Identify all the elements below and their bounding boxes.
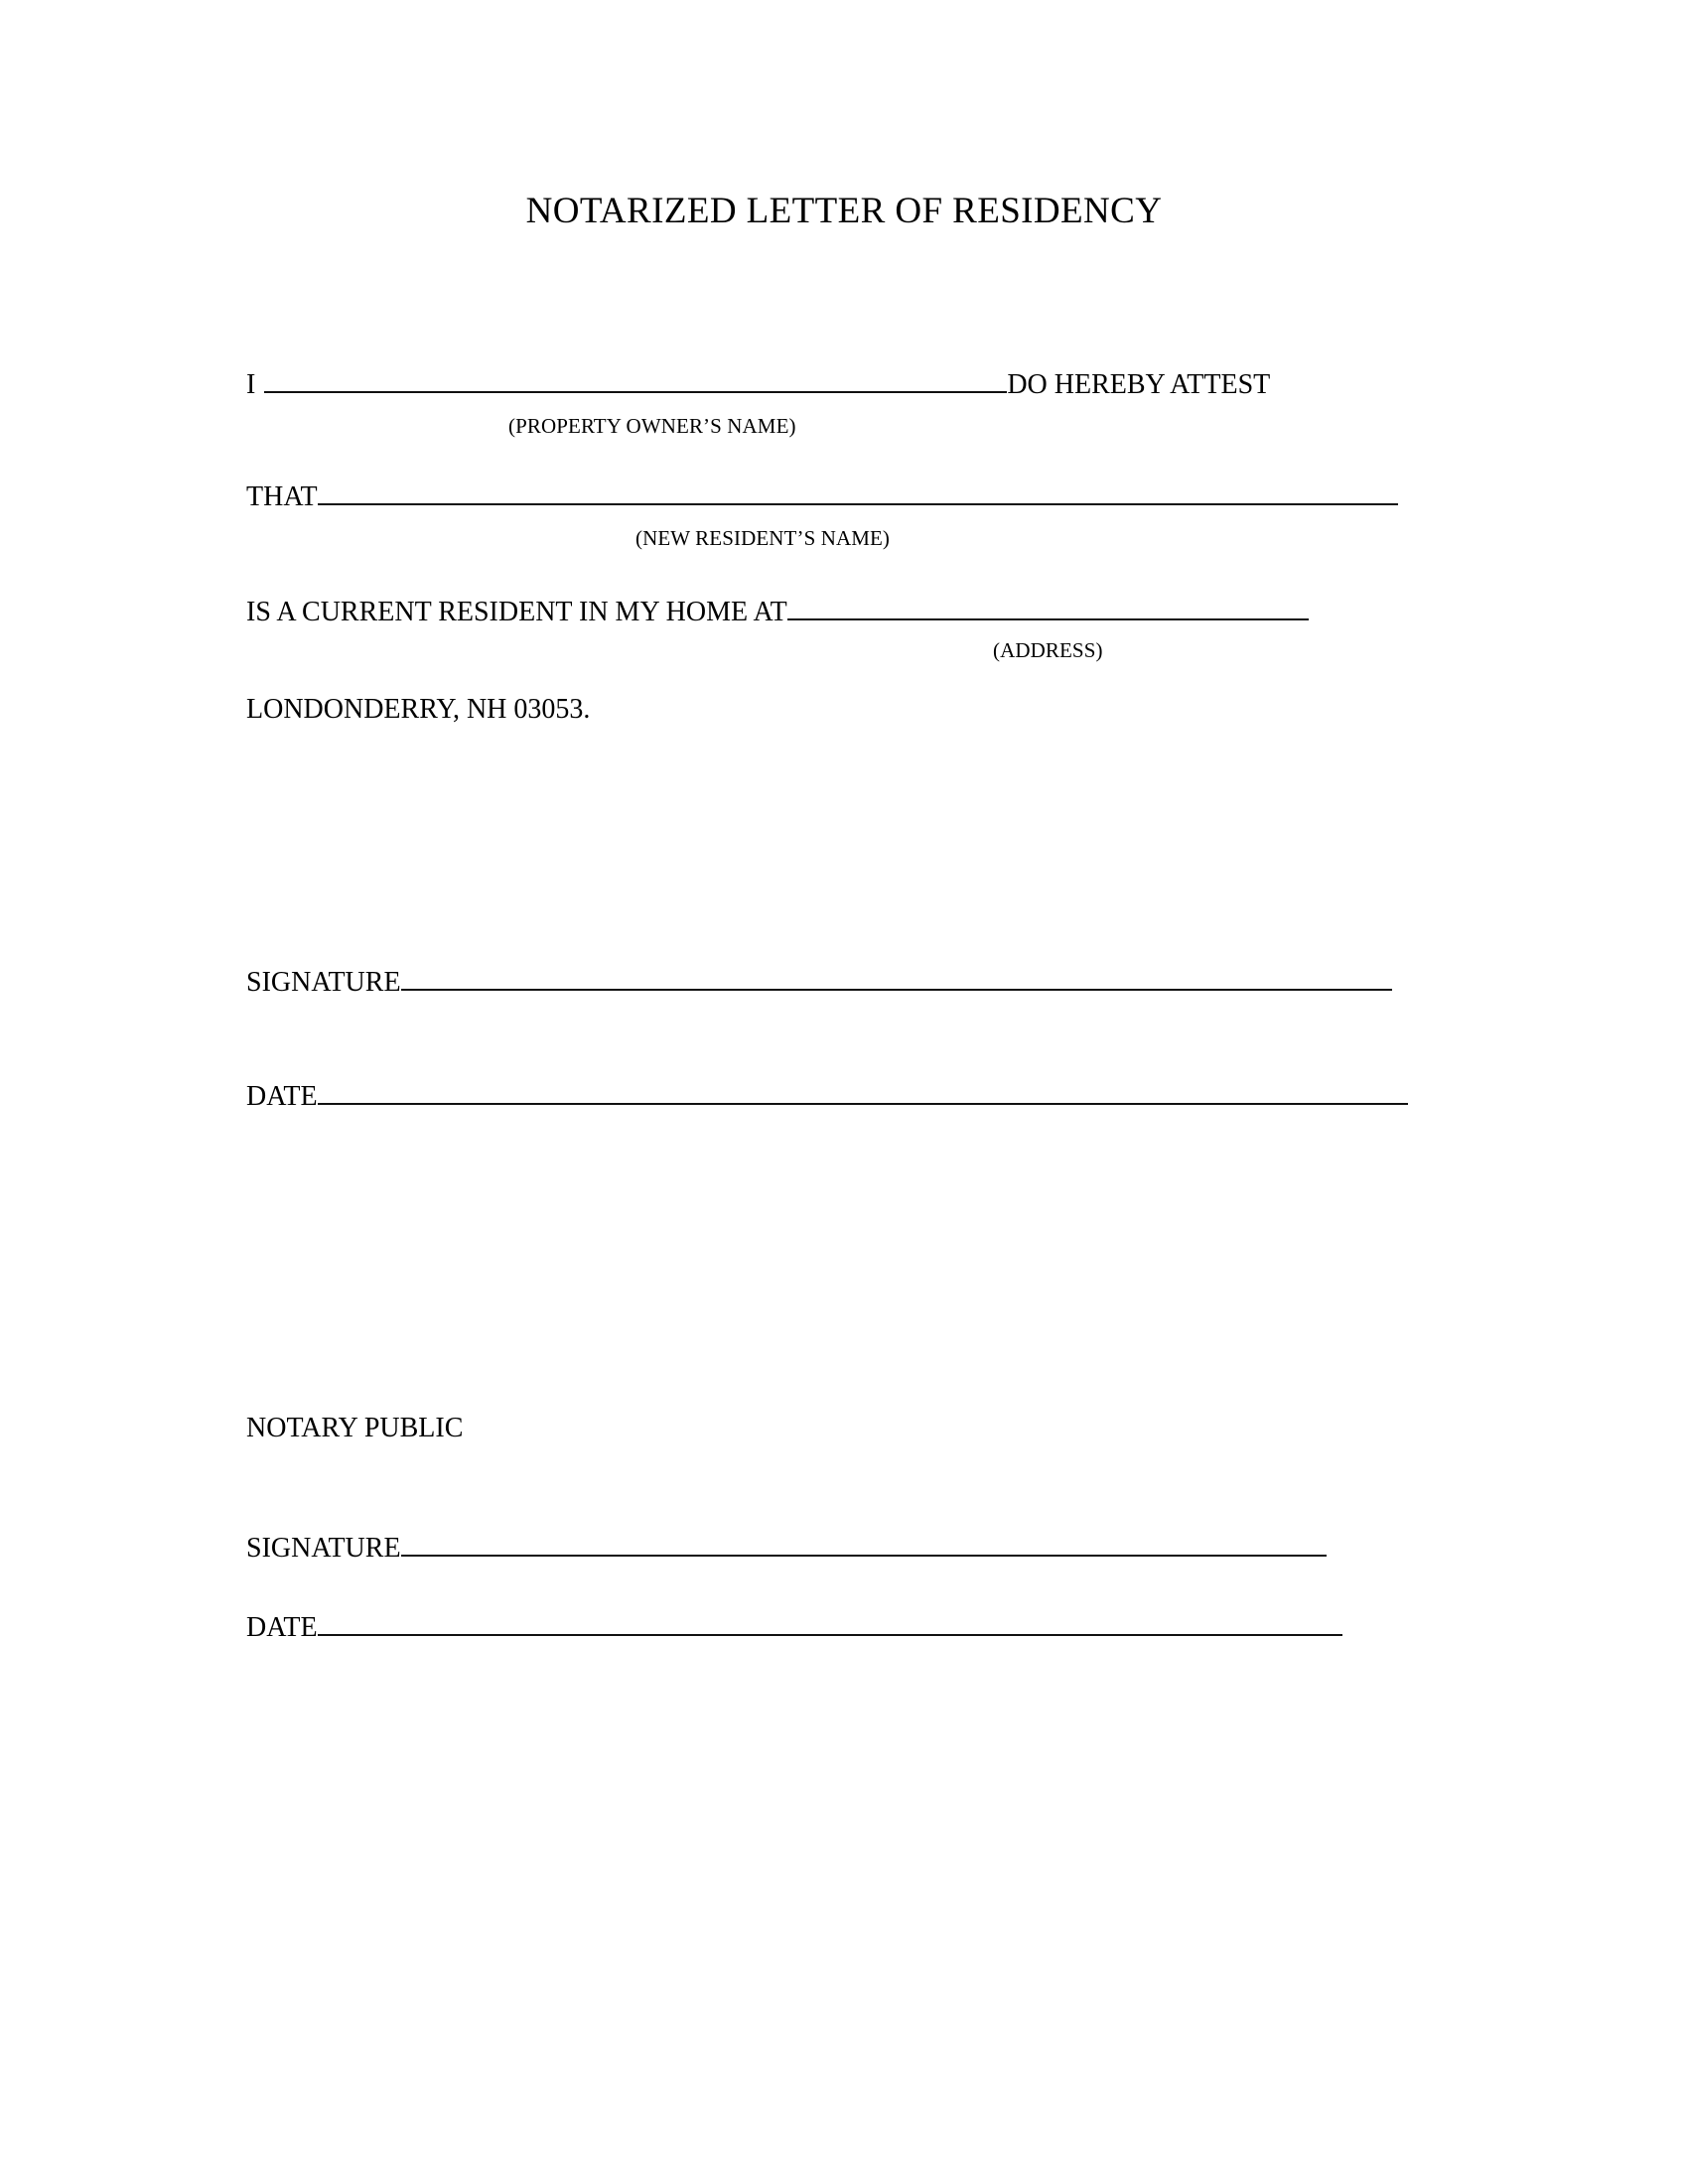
owner-date-field[interactable] <box>318 1077 1408 1105</box>
owner-date-label: DATE <box>246 1081 318 1112</box>
new-resident-name-caption: (NEW RESIDENT’S NAME) <box>635 526 891 550</box>
owner-signature-field[interactable] <box>401 963 1392 991</box>
address-line-lead: IS A CURRENT RESIDENT IN MY HOME AT <box>246 597 787 627</box>
notary-signature-label: SIGNATURE <box>246 1533 401 1564</box>
property-owner-name-caption: (PROPERTY OWNER’S NAME) <box>508 414 796 438</box>
notary-public-heading: NOTARY PUBLIC <box>246 1413 464 1443</box>
attest-line-lead: I <box>246 369 256 400</box>
notary-date-field[interactable] <box>318 1608 1342 1636</box>
owner-signature-label: SIGNATURE <box>246 967 401 998</box>
city-state-zip: LONDONDERRY, NH 03053. <box>246 694 591 725</box>
attest-line-trailing: DO HEREBY ATTEST <box>1007 369 1271 400</box>
address-field[interactable] <box>787 593 1309 620</box>
page-title: NOTARIZED LETTER OF RESIDENCY <box>525 191 1163 231</box>
owner-date-line <box>246 1077 1408 1111</box>
owner-signature-line <box>246 963 1392 997</box>
new-resident-name-field[interactable] <box>318 478 1398 505</box>
notary-signature-field[interactable] <box>401 1529 1327 1557</box>
address-line <box>246 593 1309 626</box>
attest-line <box>246 365 1270 399</box>
address-caption: (ADDRESS) <box>993 638 1103 662</box>
resident-line-lead: THAT <box>246 481 318 512</box>
property-owner-name-field[interactable] <box>264 365 1007 393</box>
notary-signature-line <box>246 1529 1327 1563</box>
notary-date-label: DATE <box>246 1612 318 1643</box>
resident-line <box>246 478 1398 511</box>
notary-date-line <box>246 1608 1342 1642</box>
